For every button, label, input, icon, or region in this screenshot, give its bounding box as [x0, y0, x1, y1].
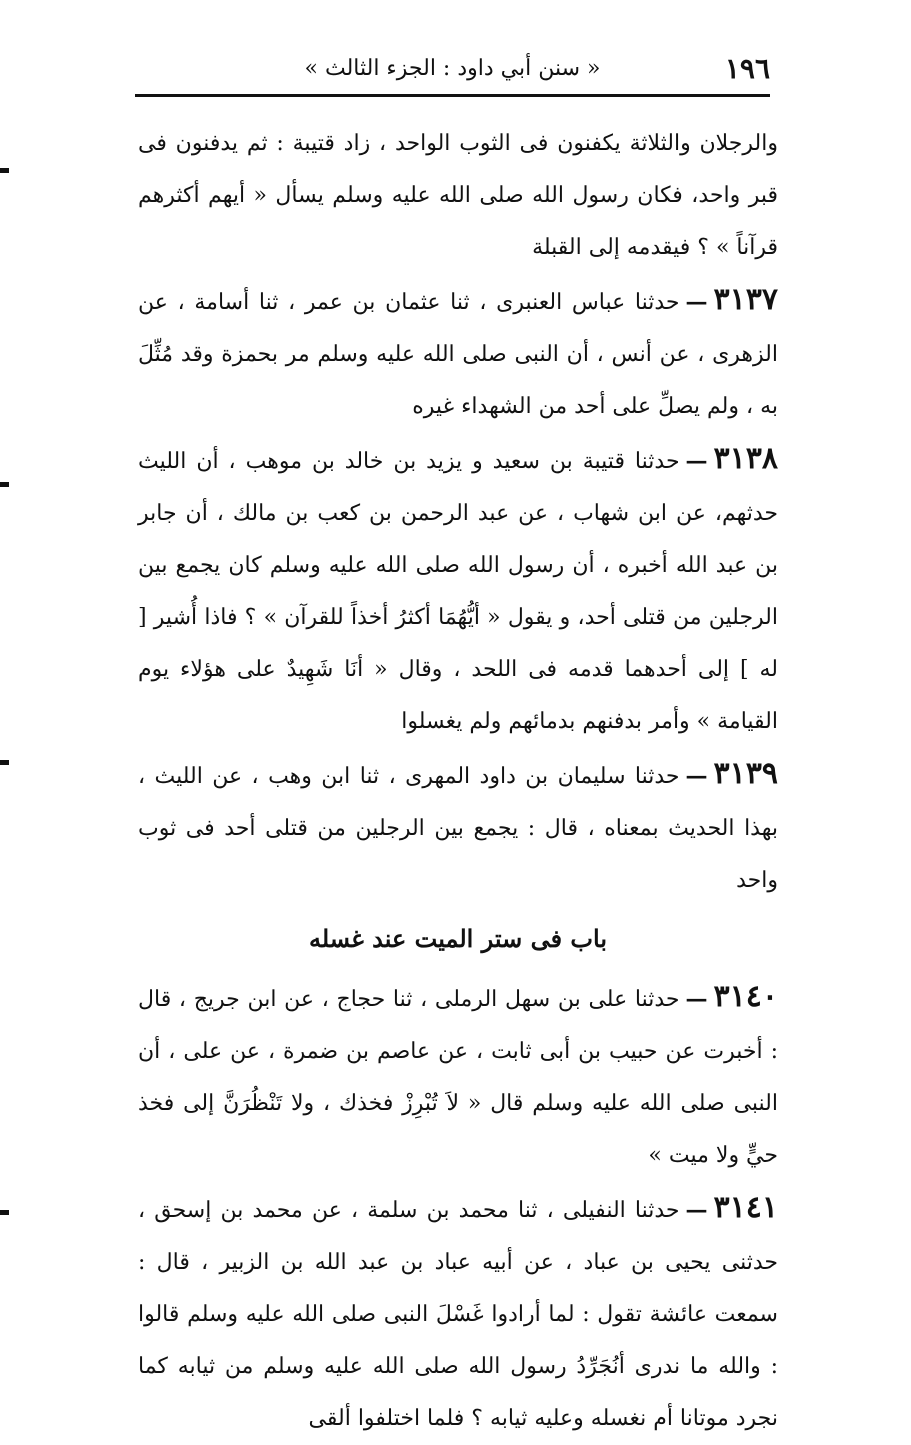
page-number: ١٩٦ [724, 52, 770, 85]
margin-mark [0, 482, 9, 487]
paragraph-text: والرجلان والثلاثة يكفنون فى الثوب الواحد ، زاد قتيبة : ثم يدفنون فى قبر واحد، فكان رسول الله صلى الله عليه وسلم يسأل « أيهم أكثرهم قرآناً » ؟ فيقدمه إلى القبلة [138, 131, 778, 260]
hadith-dash: — [685, 986, 708, 1012]
hadith-3137 [138, 274, 778, 433]
page-header [135, 48, 770, 92]
hadith-3138 [138, 433, 778, 748]
paragraph-continuation [138, 118, 778, 274]
hadith-3140 [138, 971, 778, 1182]
hadith-text: حدثنا قتيبة بن سعيد و يزيد بن خالد بن موهب ، أن الليث حدثهم، عن ابن شهاب ، عن عبد الرحمن بن كعب بن مالك ، أن جابر بن عبد الله أخبره ، أن رسول الله صلى الله عليه وسلم كان يجمع بين الرجلين من قتلى أحد، و يقول « أيُّهُمَا أكثرُ أخذاً للقرآن » ؟ فاذا أُشير [ له ] إلى أحدهما قدمه فى اللحد ، وقال « أنَا شَهِيدٌ على هؤلاء يوم القيامة » وأمر بدفنهم بدمائهم ولم يغسلوا [138, 449, 778, 734]
running-title: « سنن أبي داود : الجزء الثالث » [304, 56, 601, 81]
margin-mark [0, 1210, 9, 1215]
hadith-dash: — [685, 448, 708, 474]
hadith-dash: — [685, 289, 708, 315]
hadith-3139 [138, 748, 778, 907]
hadith-text: حدثنا سليمان بن داود المهرى ، ثنا ابن وهب ، عن الليث ، بهذا الحديث بمعناه ، قال : يجمع بين الرجلين من قتلى أحد فى ثوب واحد [138, 764, 778, 893]
chapter-heading: باب فى ستر الميت عند غسله [308, 924, 608, 953]
hadith-3141 [138, 1182, 778, 1445]
hadith-dash: — [685, 1197, 708, 1223]
hadith-number: ٣١٣٨ [713, 441, 778, 476]
hadith-number: ٣١٣٧ [713, 282, 778, 317]
body-text [138, 118, 778, 1445]
margin-mark [0, 760, 9, 765]
margin-mark [0, 168, 9, 173]
header-rule [135, 94, 770, 97]
hadith-number: ٣١٤٠ [713, 979, 778, 1014]
hadith-dash: — [685, 763, 708, 789]
hadith-text: حدثنا عباس العنبرى ، ثنا عثمان بن عمر ، ثنا أسامة ، عن الزهرى ، عن أنس ، أن النبى صلى الله عليه وسلم مر بحمزة وقد مُثِّلَ به ، ولم يصلِّ على أحد من الشهداء غيره [138, 290, 778, 419]
hadith-number: ٣١٣٩ [713, 756, 778, 791]
hadith-text: حدثنا على بن سهل الرملى ، ثنا حجاج ، عن ابن جريج ، قال : أخبرت عن حبيب بن أبى ثابت ، عن عاصم بن ضمرة ، عن على ، أن النبى صلى الله عليه وسلم قال « لاَ تُبْرِزْ فخذك ، ولا تَنْظُرَنَّ إلى فخذ حيٍّ ولا ميت » [138, 987, 778, 1168]
hadith-number: ٣١٤١ [713, 1190, 778, 1225]
hadith-text: حدثنا النفيلى ، ثنا محمد بن سلمة ، عن محمد بن إسحق ، حدثنى يحيى بن عباد ، عن أبيه عباد بن عبد الله بن الزبير ، قال : سمعت عائشة تقول : لما أرادوا غَسْلَ النبى صلى الله عليه وسلم قالوا : والله ما ندرى أنُجَرِّدُ رسول الله صلى الله عليه وسلم من ثيابه كما نجرد موتانا أم نغسله وعليه ثيابه ؟ فلما اختلفوا ألقى [138, 1198, 778, 1431]
